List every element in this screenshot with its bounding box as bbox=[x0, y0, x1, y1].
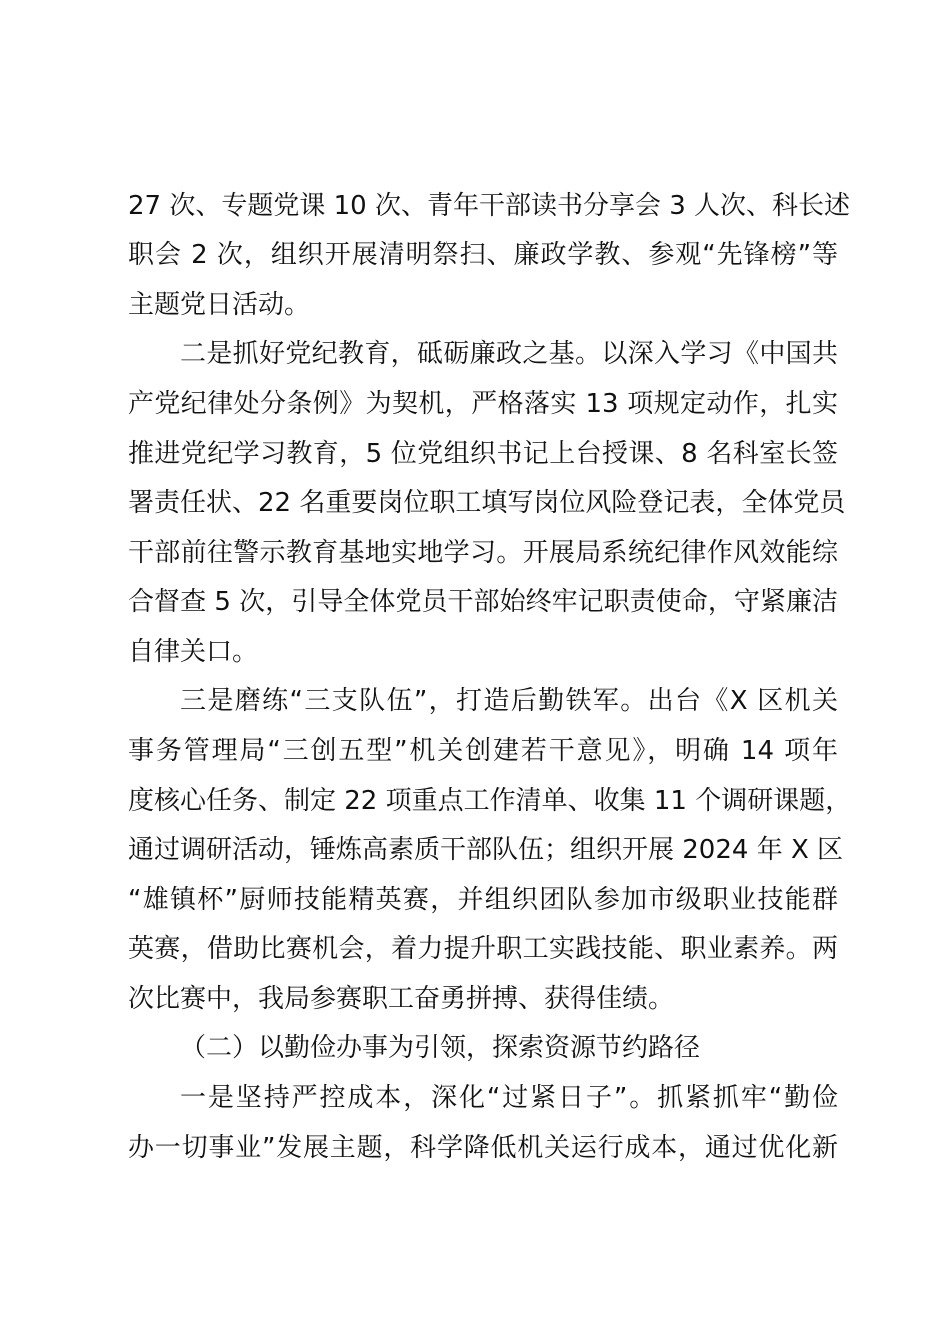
text-line: 合督查 5 次，引导全体党员干部始终牢记职责使命，守紧廉洁 bbox=[128, 587, 838, 617]
text-line: 度核心任务、制定 22 项重点工作清单、收集 11 个调研课题， bbox=[128, 786, 852, 816]
text-line: 产党纪律处分条例》为契机，严格落实 13 项规定动作，扎实 bbox=[128, 389, 838, 419]
text-line: 办一切事业”发展主题，科学降低机关运行成本，通过优化新 bbox=[128, 1133, 838, 1163]
text-line: 英赛，借助比赛机会，着力提升职工实践技能、职业素养。两 bbox=[128, 934, 838, 964]
text-line: 署责任状、22 名重要岗位职工填写岗位风险登记表，全体党员 bbox=[128, 488, 846, 518]
text-line: 推进党纪学习教育，5 位党组织书记上台授课、8 名科室长签 bbox=[128, 439, 838, 469]
text-line: 27 次、专题党课 10 次、青年干部读书分享会 3 人次、科长述 bbox=[128, 191, 851, 221]
text-line: 事务管理局“三创五型”机关创建若干意见》，明确 14 项年 bbox=[128, 736, 838, 766]
text-line: 主题党日活动。 bbox=[128, 290, 311, 320]
paragraph-start-line: 三是磨练“三支队伍”，打造后勤铁军。出台《X 区机关 bbox=[180, 686, 838, 716]
section-heading: （二）以勤俭办事为引领，探索资源节约路径 bbox=[180, 1033, 701, 1063]
text-line: 自律关口。 bbox=[128, 637, 259, 667]
paragraph-start-line: 一是坚持严控成本，深化“过紧日子”。抓紧抓牢“勤俭 bbox=[180, 1083, 838, 1113]
text-line: 次比赛中，我局参赛职工奋勇拼搏、获得佳绩。 bbox=[128, 984, 675, 1014]
text-line: 干部前往警示教育基地实地学习。开展局系统纪律作风效能综 bbox=[128, 538, 838, 568]
text-line: “雄镇杯”厨师技能精英赛，并组织团队参加市级职业技能群 bbox=[128, 885, 838, 915]
paragraph-start-line: 二是抓好党纪教育，砥砺廉政之基。以深入学习《中国共 bbox=[180, 339, 838, 369]
text-line: 职会 2 次，组织开展清明祭扫、廉政学教、参观“先锋榜”等 bbox=[128, 240, 838, 270]
text-line: 通过调研活动，锤炼高素质干部队伍；组织开展 2024 年 X 区 bbox=[128, 835, 844, 865]
